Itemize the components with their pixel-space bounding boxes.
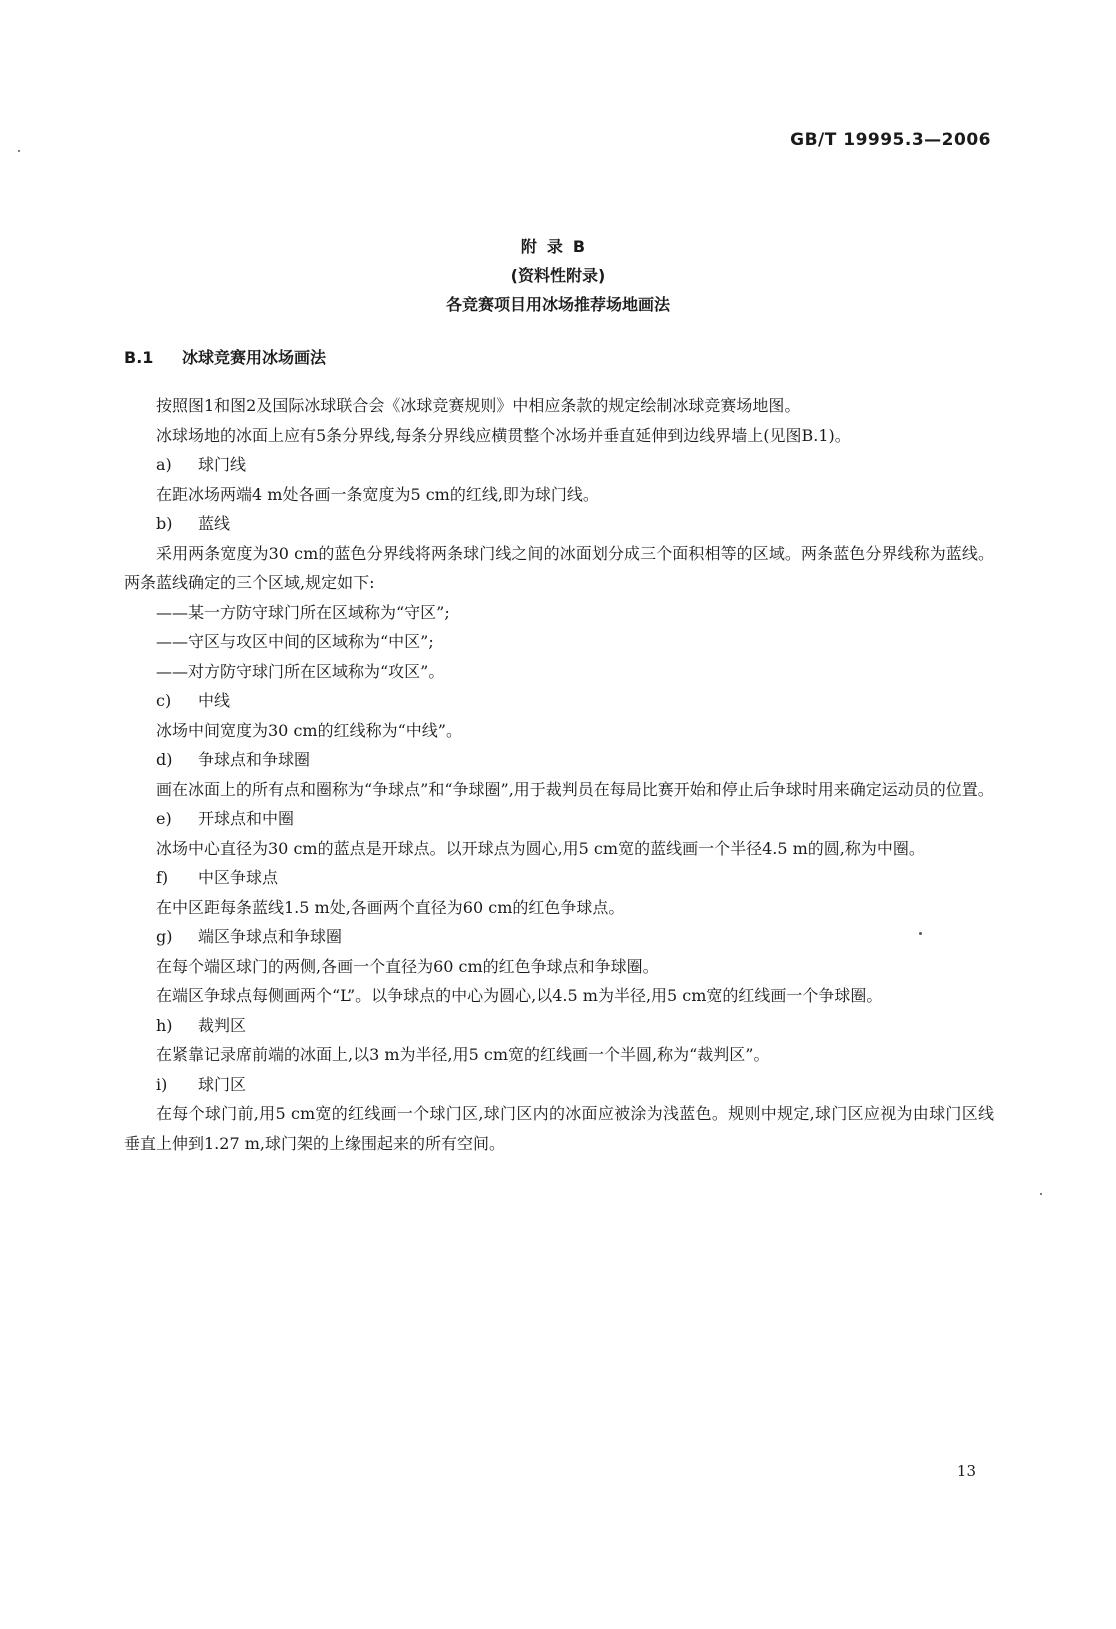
item-title: 球门线 [198, 455, 247, 474]
dash-item: ——某一方防守球门所在区域称为“守区”; [156, 602, 450, 622]
list-item-heading [124, 450, 994, 480]
dash-item: ——守区与攻区中间的区域称为“中区”; [156, 632, 434, 651]
item-title: 中区争球点 [198, 868, 279, 887]
section-title [124, 345, 326, 368]
list-item-heading [124, 863, 994, 893]
list-item-heading [124, 922, 994, 952]
item-label: c) [156, 691, 172, 710]
annex-heading [0, 232, 1116, 319]
page-number: 13 [956, 1462, 976, 1480]
paragraph: 在每个端区球门的两侧,各画一个直径为60 cm的红色争球点和争球圈。 [156, 956, 659, 976]
section-number: B.1 [124, 348, 154, 367]
item-title: 裁判区 [198, 1015, 247, 1035]
scan-speck [1040, 1193, 1042, 1195]
list-item-heading [124, 1011, 994, 1041]
paragraph: 按照图1和图2及国际冰球联合会《冰球竞赛规则》中相应条款的规定绘制冰球竞赛场地图。 [156, 396, 801, 415]
item-title: 争球点和争球圈 [198, 750, 311, 769]
body-text [124, 391, 994, 1158]
paragraph: 在端区争球点每侧画两个“L”。以争球点的中心为圆心,以4.5 m为半径,用5 cm宽的红线画一个争球圈。 [156, 986, 883, 1005]
scan-speck [18, 150, 20, 152]
item-title: 蓝线 [198, 514, 231, 533]
list-item-heading [124, 1070, 994, 1100]
dash-item: ——对方防守球门所在区域称为“攻区”。 [156, 661, 445, 681]
annex-subtitle: 各竞赛项目用冰场推荐场地画法 [445, 295, 670, 314]
paragraph: 在紧靠记录席前端的冰面上,以3 m为半径,用5 cm宽的红线画一个半圆,称为“裁判区”。 [156, 1045, 770, 1064]
item-label: g) [156, 927, 173, 946]
paragraph: 画在冰面上的所有点和圈称为“争球点”和“争球圈”,用于裁判员在每局比赛开始和停止后争球时用来确定运动员的位置。 [156, 779, 994, 799]
section-title-text: 冰球竞赛用冰场画法 [182, 348, 327, 367]
paragraph: 采用两条宽度为30 cm的蓝色分界线将两条球门线之间的冰面划分成三个面积相等的区域。两条蓝色分界线称为蓝线。两条蓝线确定的三个区域,规定如下: [124, 543, 994, 592]
annex-title: 附录B [520, 237, 596, 256]
item-label: a) [156, 455, 172, 474]
scan-speck [919, 932, 922, 935]
item-label: i) [156, 1074, 168, 1094]
item-label: b) [156, 514, 173, 533]
paragraph: 在距冰场两端4 m处各画一条宽度为5 cm的红线,即为球门线。 [156, 484, 599, 504]
list-item-heading [124, 804, 994, 834]
item-label: d) [156, 750, 173, 769]
paragraph: 冰场中间宽度为30 cm的红线称为“中线”。 [156, 720, 462, 740]
paragraph: 冰场中心直径为30 cm的蓝点是开球点。以开球点为圆心,用5 cm宽的蓝线画一个半径4.5 m的圆,称为中圈。 [156, 838, 925, 858]
list-item-heading [124, 745, 994, 775]
item-title: 端区争球点和争球圈 [198, 927, 343, 946]
paragraph: 在每个球门前,用5 cm宽的红线画一个球门区,球门区内的冰面应被涂为浅蓝色。规则中规定,球门区应视为由球门区线垂直上伸到1.27 m,球门架的上缘围起来的所有空间。 [124, 1104, 994, 1153]
standard-code: GB/T 19995.3—2006 [790, 130, 991, 150]
item-label: f) [156, 868, 169, 887]
paragraph: 冰球场地的冰面上应有5条分界线,每条分界线应横贯整个冰场并垂直延伸到边线界墙上(见图B.1)。 [156, 425, 851, 445]
list-item-heading [124, 686, 994, 716]
item-label: e) [156, 809, 172, 828]
paragraph: 在中区距每条蓝线1.5 m处,各画两个直径为60 cm的红色争球点。 [156, 897, 625, 917]
list-item-heading [124, 509, 994, 539]
item-title: 开球点和中圈 [198, 809, 295, 828]
annex-type: (资料性附录) [510, 266, 606, 285]
item-label: h) [156, 1015, 173, 1035]
item-title: 中线 [198, 691, 231, 710]
item-title: 球门区 [198, 1074, 247, 1094]
